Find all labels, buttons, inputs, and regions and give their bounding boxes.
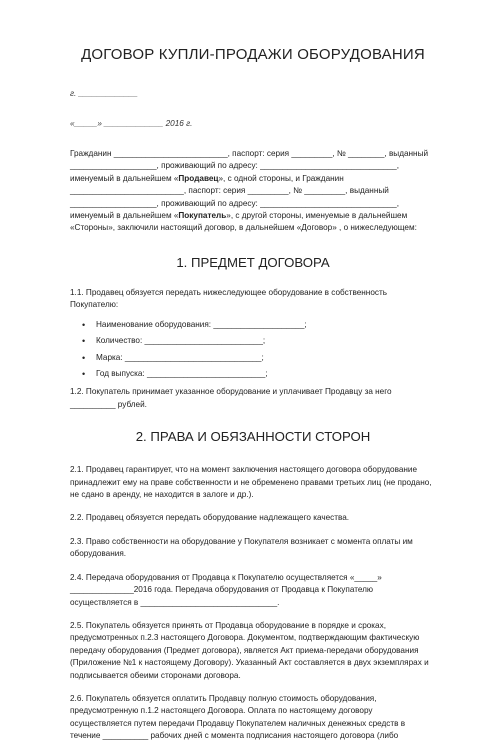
list-item: • Наименование оборудования: ____________________; xyxy=(96,319,436,331)
list-item: • Марка: ______________________________; xyxy=(96,352,436,364)
parties-paragraph xyxy=(70,148,436,235)
clause-2-4: 2.4. Передача оборудования от Продавца к Покупателю осуществляется «_____» ______________2016 года. Передача оборудования от Продавца к Покупателю осуществляется в ______________________________. xyxy=(70,572,382,607)
clause-2-5: 2.5. Покупатель обязуется принять от Продавца оборудование в порядке и сроках, предусмотренных п.2.3 настоящего Договора. Документом, подтверждающим фактическую передачу оборудования (Предмет договора), является Акт приема-передачи оборудования (Приложение №1 к настоящему Договору). Указанный Акт составляется в двух экземплярах и подписывается обеими сторонами договора. xyxy=(70,620,429,680)
section-1-heading: 1. ПРЕДМЕТ ДОГОВОРА xyxy=(176,254,330,270)
clause-1-1: 1.1. Продавец обязуется передать нижеследующее оборудование в собственность Покупателю: xyxy=(70,287,387,310)
date-line: «_____» _____________ 2016 г. xyxy=(70,119,193,128)
parties-text-2: », с одной стороны, и Гражданин _________________________, паспорт: серия _________, № _________, выданный ___________________, проживающий по адресу: ______________________________, именуемый в дальнейшем « xyxy=(70,173,399,221)
clause-2-1: 2.1. Продавец гарантирует, что на момент заключения настоящего договора оборудование принадлежит ему на праве собственности и не обременено правами третьих лиц (не продано, не сдано в аренду, не находится в залоге и др.). xyxy=(70,465,432,500)
place-line: г. _____________ xyxy=(70,89,138,98)
document-title: ДОГОВОР КУПЛИ-ПРОДАЖИ ОБОРУДОВАНИЯ xyxy=(81,46,425,63)
buyer-term: Покупатель xyxy=(178,211,227,221)
clause-2-3: 2.3. Право собственности на оборудование у Покупателя возникает с момента оплаты им оборудования. xyxy=(70,536,413,559)
list-item: • Количество: __________________________; xyxy=(96,335,436,347)
parties-text-3: », с другой стороны, именуемые в дальнейшем «Стороны», заключили настоящий договор, в дальнейшем «Договор» , о нижеследующем: xyxy=(70,211,417,233)
parties-text-1: Гражданин _________________________, паспорт: серия _________, № ________, выданный ___________________, проживающий по адресу: ______________________________, именуемый в дальнейшем « xyxy=(70,149,429,183)
equipment-list xyxy=(70,319,436,381)
clause-1-2: 1.2. Покупатель принимает указанное оборудование и уплачивает Продавцу за него __________ рублей. xyxy=(70,387,392,409)
clause-2-2: 2.2. Продавец обязуется передать оборудование надлежащего качества. xyxy=(70,513,350,523)
clause-2-6: 2.6. Покупатель обязуется оплатить Продавцу полную стоимость оборудования, предусмотренную п.1.2 настоящего Договора. Оплата по настоящему договору осуществляется путем передачи Продавцу Покупателем наличных денежных средств в течение __________ рабочих дней с момента подписания настоящего договора (либо xyxy=(70,693,406,741)
list-item: • Год выпуска: __________________________; xyxy=(96,368,436,380)
section-2-heading: 2. ПРАВА И ОБЯЗАННОСТИ СТОРОН xyxy=(135,429,371,445)
seller-term: Продавец xyxy=(178,173,219,183)
